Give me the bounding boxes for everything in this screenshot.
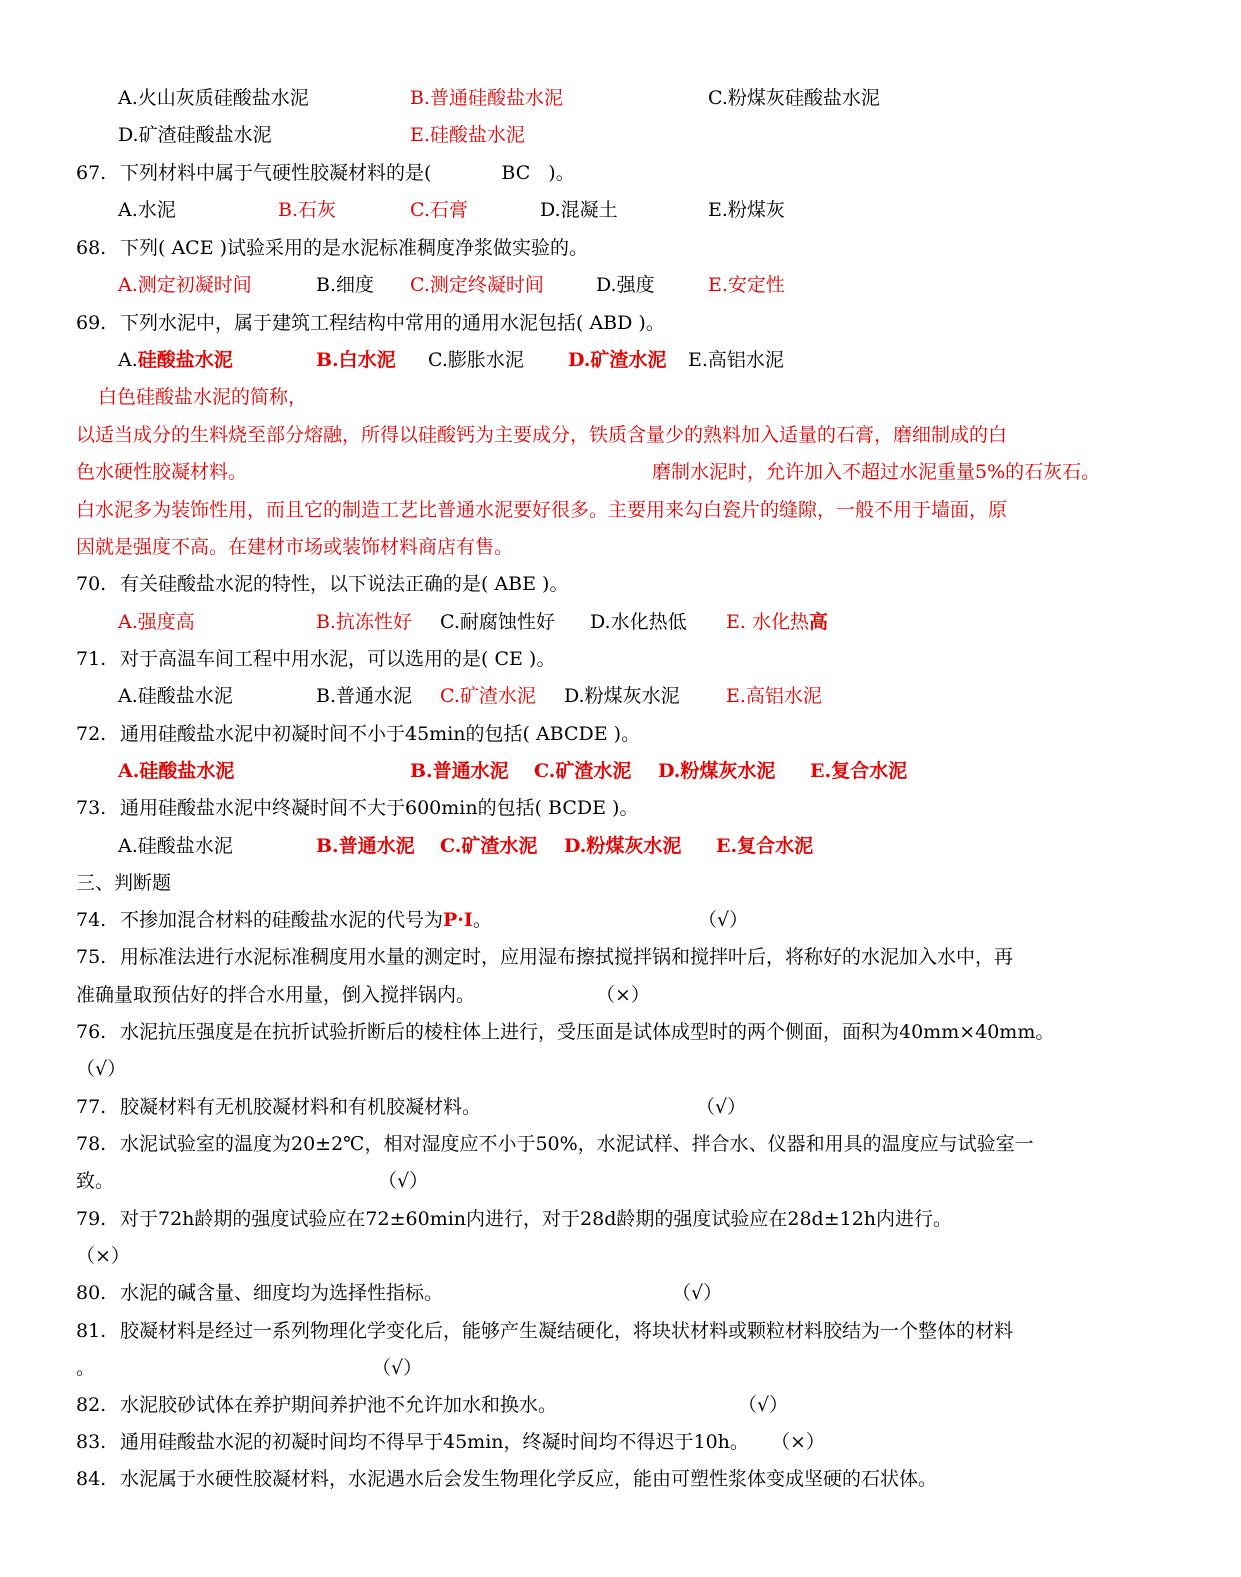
q72-option-a: A.硅酸盐水泥 — [118, 760, 235, 782]
q73-option-a: A.硅酸盐水泥 — [118, 835, 233, 857]
q70-option-a: A.强度高 — [118, 611, 195, 633]
q79-question: 79. 对于72h龄期的强度试验应在72±60min内进行，对于28d龄期的强度试验应在28d±12h内进行。 — [76, 1208, 953, 1230]
q71-option-d: D.粉煤灰水泥 — [564, 685, 680, 707]
q73-option-c: C.矿渣水泥 — [440, 835, 538, 857]
q66-option-c: C.粉煤灰硅酸盐水泥 — [708, 87, 880, 109]
q69-question: 69. 下列水泥中，属于建筑工程结构中常用的通用水泥包括( ABD )。 — [76, 312, 665, 334]
q68-option-c: C.测定终凝时间 — [410, 274, 544, 296]
q74-question: 74. 不掺加混合材料的硅酸盐水泥的代号为P·I。 — [76, 909, 492, 931]
q66-option-b: B.普通硅酸盐水泥 — [410, 87, 564, 109]
q76-mark: （√） — [76, 1058, 127, 1080]
q70-option-d: D.水化热低 — [590, 611, 687, 633]
q69-option-b: B.白水泥 — [316, 349, 396, 371]
q82-question: 82. 水泥胶砂试体在养护期间养护池不允许加水和换水。 — [76, 1394, 558, 1416]
q84-question: 84. 水泥属于水硬性胶凝材料，水泥遇水后会发生物理化学反应，能由可塑性浆体变成坚硬的石状体。 — [76, 1468, 938, 1490]
q71-option-b: B.普通水泥 — [316, 685, 413, 707]
q71-option-a: A.硅酸盐水泥 — [118, 685, 233, 707]
note-line-3: 白水泥多为装饰性用，而且它的制造工艺比普通水泥要好很多。主要用来勾白瓷片的缝隙，一般不用于墙面，原 — [76, 499, 1008, 521]
q73-question: 73. 通用硅酸盐水泥中终凝时间不大于600min的包括( BCDE )。 — [76, 797, 639, 819]
q72-option-e: E.复合水泥 — [810, 760, 908, 782]
q73-option-e: E.复合水泥 — [716, 835, 814, 857]
q80-question: 80. 水泥的碱含量、细度均为选择性指标。 — [76, 1282, 444, 1304]
section-heading: 三、判断题 — [76, 872, 172, 894]
q75-question: 75. 用标准法进行水泥标准稠度用水量的测定时，应用湿布擦拭搅拌锅和搅拌叶后，将称好的水泥加入水中，再 — [76, 946, 1014, 968]
q74-mark: （√） — [698, 909, 749, 931]
q78-line-2: 致。 — [76, 1170, 115, 1192]
q75-mark: （×） — [596, 984, 650, 1006]
q70-option-e: E. 水化热高 — [726, 611, 828, 633]
q70-question: 70. 有关硅酸盐水泥的特性，以下说法正确的是( ABE )。 — [76, 573, 569, 595]
q73-option-b: B.普通水泥 — [316, 835, 415, 857]
q71-option-e: E.高铝水泥 — [726, 685, 822, 707]
q70-option-b: B.抗冻性好 — [316, 611, 413, 633]
q78-mark: （√） — [378, 1170, 429, 1192]
q68-option-b: B.细度 — [316, 274, 375, 296]
q76-question: 76. 水泥抗压强度是在抗折试验折断后的棱柱体上进行，受压面是试体成型时的两个侧面，面积为40mm×40mm。 — [76, 1021, 1055, 1043]
q68-option-d: D.强度 — [596, 274, 655, 296]
note-line-2b: 磨制水泥时，允许加入不超过水泥重量5%的石灰石。 — [652, 461, 1101, 483]
q71-option-c: C.矿渣水泥 — [440, 685, 536, 707]
q67-option-d: D.混凝土 — [540, 199, 618, 221]
q83-question: 83. 通用硅酸盐水泥的初凝时间均不得早于45min，终凝时间均不得迟于10h。 （×） — [76, 1431, 825, 1453]
q80-mark: （√） — [672, 1282, 723, 1304]
note-line-1: 以适当成分的生料烧至部分熔融，所得以硅酸钙为主要成分，铁质含量少的熟料加入适量的石膏，磨细制成的白 — [76, 424, 1008, 446]
q78-question: 78. 水泥试验室的温度为20±2℃，相对湿度应不小于50%，水泥试样、拌合水、仪器和用具的温度应与试验室一 — [76, 1133, 1034, 1155]
q67-option-b: B.石灰 — [278, 199, 337, 221]
note-line-4: 因就是强度不高。在建材市场或装饰材料商店有售。 — [76, 536, 514, 558]
q81-line-2: 。 — [76, 1357, 96, 1379]
q67-option-c: C.石膏 — [410, 199, 468, 221]
q72-option-b: B.普通水泥 — [410, 760, 509, 782]
q67-option-e: E.粉煤灰 — [708, 199, 785, 221]
q75-line-2: 准确量取预估好的拌合水用量，倒入搅拌锅内。 — [76, 984, 476, 1006]
q69-option-d: D.矿渣水泥 — [568, 349, 667, 371]
q77-mark: （√） — [696, 1096, 747, 1118]
note-heading: 白色硅酸盐水泥的简称， — [98, 386, 308, 408]
q68-option-e: E.安定性 — [708, 274, 785, 296]
q66-option-d: D.矿渣硅酸盐水泥 — [118, 124, 272, 146]
q71-question: 71. 对于高温车间工程中用水泥，可以选用的是( CE )。 — [76, 648, 556, 670]
q70-option-c: C.耐腐蚀性好 — [440, 611, 555, 633]
q81-mark: （√） — [372, 1357, 423, 1379]
note-line-2a: 色水硬性胶凝材料。 — [76, 461, 248, 483]
q69-option-a: A.硅酸盐水泥 — [118, 349, 233, 371]
q72-option-c: C.矿渣水泥 — [534, 760, 632, 782]
q82-mark: （√） — [738, 1394, 789, 1416]
q72-question: 72. 通用硅酸盐水泥中初凝时间不小于45min的包括( ABCDE )。 — [76, 723, 641, 745]
q67-question: 67. 下列材料中属于气硬性胶凝材料的是( BC )。 — [76, 162, 575, 184]
q73-option-d: D.粉煤灰水泥 — [564, 835, 682, 857]
q69-option-e: E.高铝水泥 — [688, 349, 784, 371]
q72-option-d: D.粉煤灰水泥 — [658, 760, 776, 782]
q68-option-a: A.测定初凝时间 — [118, 274, 252, 296]
q69-option-c: C.膨胀水泥 — [428, 349, 524, 371]
q67-option-a: A.水泥 — [118, 199, 176, 221]
q77-question: 77. 胶凝材料有无机胶凝材料和有机胶凝材料。 — [76, 1096, 482, 1118]
q79-mark: （×） — [76, 1245, 130, 1267]
q66-option-e: E.硅酸盐水泥 — [410, 124, 525, 146]
q68-question: 68. 下列( ACE )试验采用的是水泥标准稠度净浆做实验的。 — [76, 237, 589, 259]
q81-question: 81. 胶凝材料是经过一系列物理化学变化后，能够产生凝结硬化，将块状材料或颗粒材料胶结为一个整体的材料 — [76, 1320, 1014, 1342]
q66-option-a: A.火山灰质硅酸盐水泥 — [118, 87, 309, 109]
